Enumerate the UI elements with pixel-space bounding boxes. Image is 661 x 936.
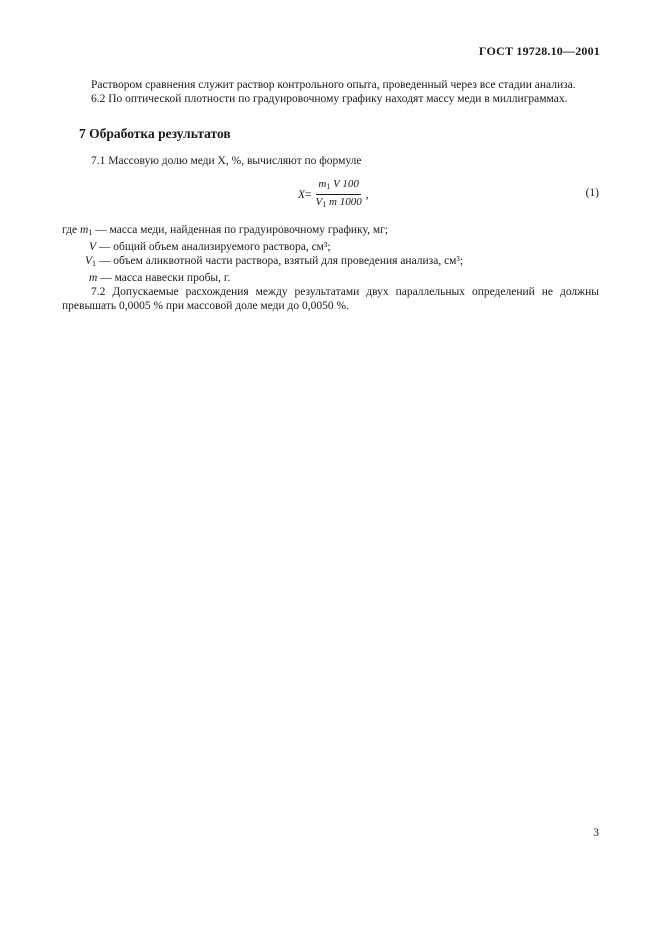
- paragraph-7-1: 7.1 Массовую долю меди X, %, вычисляют по формуле: [91, 155, 362, 167]
- formula-trailing-comma: ,: [365, 188, 369, 201]
- definition-text: — объем аликвотной части раствора, взятый для проведения анализа, см³;: [96, 255, 464, 267]
- numerator-symbol: m: [318, 178, 327, 190]
- denominator-symbol: V: [315, 196, 323, 208]
- section-title: 7 Обработка результатов: [79, 126, 231, 141]
- definition-m1: [62, 223, 599, 240]
- denominator-subscript: 1: [322, 200, 327, 209]
- definition-text: — масса меди, найденная по градуировочному графику, мг;: [92, 224, 389, 236]
- reference-solution-paragraph: Раствором сравнения служит раствор контрольного опыта, проведенный через все стадии анализа.: [91, 79, 576, 91]
- definition-symbol: m: [79, 224, 89, 236]
- definition-m: [62, 271, 599, 285]
- formula-equals: =: [305, 188, 312, 201]
- equation-number: (1): [585, 187, 599, 199]
- definition-text: — общий объем анализируемого раствора, см³;: [96, 241, 331, 253]
- definition-symbol: m: [89, 272, 98, 284]
- definition-text: — масса навески пробы, г.: [97, 272, 231, 284]
- definition-v: [62, 240, 599, 254]
- definition-v1: [62, 254, 599, 271]
- paragraph-6-2: 6.2 По оптической плотности по градуировочному графику находят массу меди в миллиграммах.: [91, 93, 568, 105]
- formula-block: [62, 178, 599, 214]
- formula-numerator: [316, 178, 360, 195]
- denominator-rest: m 1000: [329, 196, 362, 208]
- definition-prefix: где: [62, 224, 80, 236]
- definition-subscript: 1: [92, 259, 97, 268]
- definition-symbol: V: [85, 255, 93, 267]
- numerator-rest: V 100: [333, 178, 359, 190]
- formula-denominator: [314, 195, 364, 211]
- definition-subscript: 1: [88, 228, 93, 237]
- paragraph-7-2: 7.2 Допускаемые расхождения между результатами двух параллельных определений не должны превышать 0,0005 % при массовой доле меди до 0,0050 %.: [62, 286, 599, 312]
- formula-fraction: [314, 178, 364, 211]
- formula-lhs: X: [298, 188, 306, 201]
- definition-symbol: V: [89, 241, 97, 253]
- formula: [298, 178, 369, 211]
- page-content: [62, 78, 599, 313]
- page-number: 3: [593, 827, 599, 839]
- numerator-subscript: 1: [326, 182, 331, 191]
- document-header: ГОСТ 19728.10—2001: [478, 44, 600, 58]
